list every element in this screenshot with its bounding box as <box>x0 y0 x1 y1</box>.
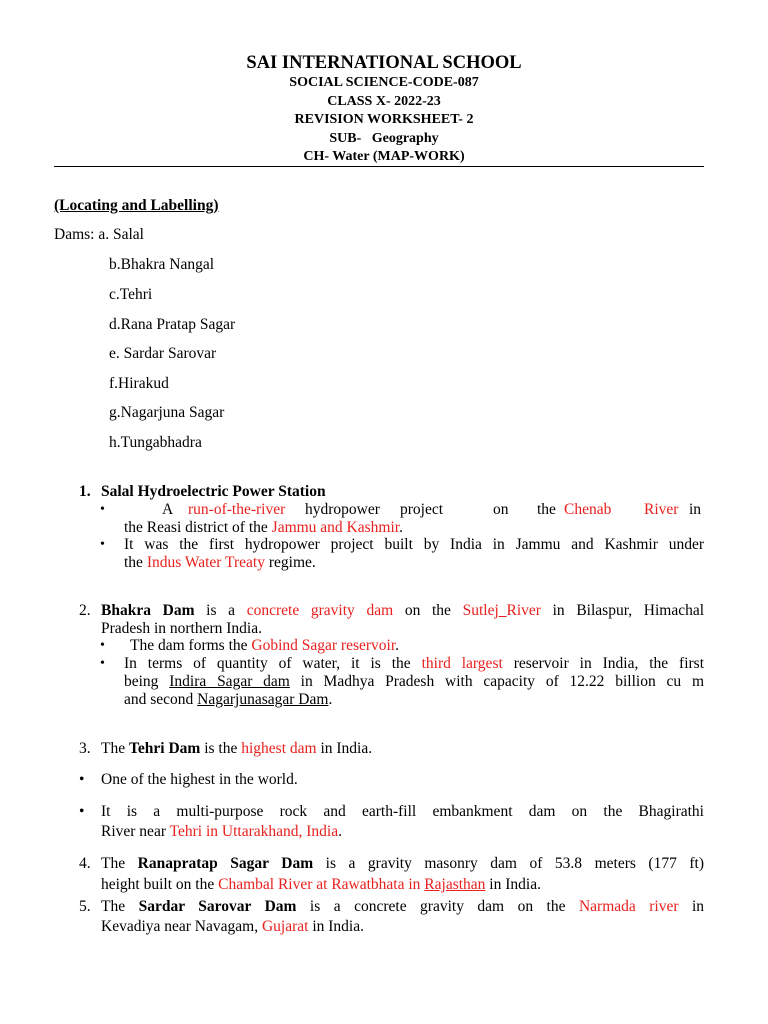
s1-word: the <box>537 501 556 518</box>
section-4-line1: The Ranapratap Sagar Dam is a gravity masonry dam of 53.8 meters (177 ft) <box>101 855 704 872</box>
section-5-number: 5. <box>79 898 91 915</box>
dam-item: a. Salal <box>98 226 144 243</box>
s2-bullet2-line1: In terms of quantity of water, it is the third largest reservoir in India, the first <box>124 655 705 672</box>
dam-item: f.Hirakud <box>109 375 169 392</box>
section-1-number: 1. <box>79 483 91 500</box>
dam-item: c.Tehri <box>109 286 153 303</box>
s1-bullet2-line1: It was the first hydropower project built by India in Jammu and Kashmir under <box>124 536 704 553</box>
school-name: SAI INTERNATIONAL SCHOOL <box>246 53 522 73</box>
section-title: (Locating and Labelling) <box>54 197 219 214</box>
dam-item: g.Nagarjuna Sagar <box>109 404 225 421</box>
s1-bullet1-line2: the Reasi district of the Jammu and Kashmir. <box>124 519 403 536</box>
s2-bullet1: The dam forms the Gobind Sagar reservoir. <box>130 637 400 654</box>
s1-word: project <box>400 501 444 518</box>
s3-bullet2-line1: It is a multi-purpose rock and earth-fill embankment dam on the Bhagirathi <box>101 803 704 820</box>
section-1-title: Salal Hydroelectric Power Station <box>101 483 326 500</box>
section-2-line2: Pradesh in northern India. <box>101 620 262 637</box>
bullet-icon: • <box>79 771 85 788</box>
bullet-icon: • <box>100 502 105 517</box>
chapter-line: CH- Water (MAP-WORK) <box>303 149 465 164</box>
s1-term: River <box>644 501 679 518</box>
bullet-icon: • <box>79 803 85 820</box>
s1-word: hydropower <box>305 501 380 518</box>
document-header <box>0 52 768 167</box>
section-4-number: 4. <box>79 855 91 872</box>
dam-item: h.Tungabhadra <box>109 434 202 451</box>
dam-item: d.Rana Pratap Sagar <box>109 316 236 333</box>
section-3-number: 3. <box>79 740 91 757</box>
dams-label: Dams: a. Salal <box>54 226 144 243</box>
section-2-line1: Bhakra Dam is a concrete gravity dam on the Sutlej_River in Bilaspur, Himachal <box>101 602 705 619</box>
s3-bullet1: One of the highest in the world. <box>101 771 298 788</box>
section-5-line2: Kevadiya near Navagam, Gujarat in India. <box>101 918 364 935</box>
sub-line: SUB- Geography <box>329 130 439 146</box>
s1-word: A <box>162 501 174 518</box>
bullet-icon: • <box>100 537 105 552</box>
s1-term: run-of-the-river <box>188 501 286 518</box>
bullet-icon: • <box>100 656 105 671</box>
s2-bullet2-line2: being Indira Sagar dam in Madhya Pradesh with capacity of 12.22 billion cu m <box>124 673 704 690</box>
s3-bullet2-line2: River near Tehri in Uttarakhand, India. <box>101 823 342 840</box>
section-2-number: 2. <box>79 602 91 619</box>
worksheet-line: REVISION WORKSHEET- 2 <box>294 112 474 127</box>
s1-word: in <box>689 501 702 518</box>
s2-bullet2-line3: and second Nagarjunasagar Dam. <box>124 691 333 708</box>
s1-word: on <box>493 501 509 518</box>
class-line: CLASS X- 2022-23 <box>327 93 441 109</box>
bullet-icon: • <box>100 638 105 653</box>
s1-bullet2-line2: the Indus Water Treaty regime. <box>124 554 316 571</box>
section-5-line1: The Sardar Sarovar Dam is a concrete gravity dam on the Narmada river in <box>101 898 705 915</box>
s1-term: Chenab <box>564 501 612 518</box>
section-3-line1: The Tehri Dam is the highest dam in India. <box>101 740 373 757</box>
section-4-line2: height built on the Chambal River at Rawatbhata in Rajasthan in India. <box>101 876 541 893</box>
dam-item: e. Sardar Sarovar <box>109 345 217 362</box>
header-divider <box>54 166 704 167</box>
dam-item: b.Bhakra Nangal <box>109 256 215 273</box>
subject-code: SOCIAL SCIENCE-CODE-087 <box>289 75 479 90</box>
